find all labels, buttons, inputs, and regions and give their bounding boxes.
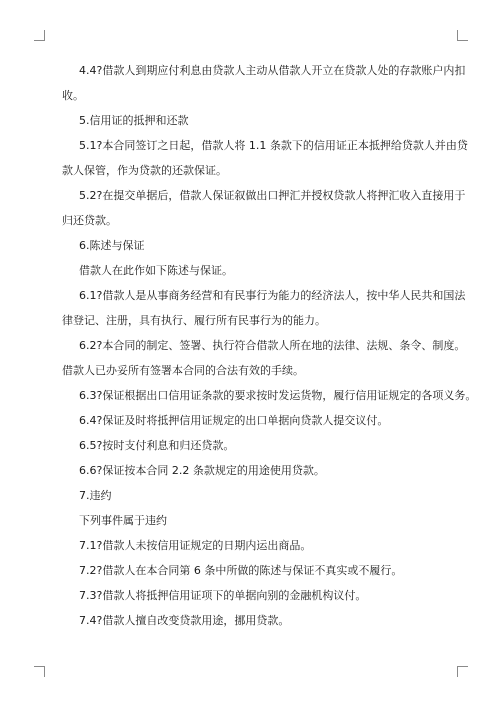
crop-mark-bottom-left [34, 666, 45, 677]
crop-mark-top-left [34, 30, 45, 41]
paragraph-line: 4.4?借款人到期应付利息由贷款人主动从借款人开立在贷款人处的存款账户内扣 [79, 64, 466, 77]
paragraph-line: 律登记、注册，具有执行、履行所有民事行为的能力。 [62, 314, 326, 327]
paragraph-line: 6.2?本合同的制定、签署、执行符合借款人所在地的法律、法规、条令、制度。 [79, 339, 466, 352]
paragraph-line: 归还贷款。 [62, 214, 117, 227]
paragraph-line: 下列事件属于违约 [79, 514, 167, 527]
paragraph-line: 6.4?保证及时将抵押信用证规定的出口单据向贷款人提交议付。 [79, 414, 389, 427]
paragraph-line: 借款人在此作如下陈述与保证。 [79, 264, 233, 277]
paragraph-line: 6.6?保证按本合同 2.2 条款规定的用途使用贷款。 [79, 464, 325, 477]
paragraph-line: 7.3?借款人将抵押信用证项下的单据向别的金融机构议付。 [79, 589, 367, 602]
paragraph-line: 收。 [62, 89, 84, 102]
crop-mark-top-right [457, 30, 468, 41]
paragraph-line: 借款人已办妥所有签署本合同的合法有效的手续。 [62, 364, 304, 377]
paragraph-line: 7.4?借款人擅自改变贷款用途，挪用贷款。 [79, 614, 290, 627]
paragraph-line: 5.信用证的抵押和还款 [79, 114, 189, 127]
paragraph-line: 6.5?按时支付利息和归还贷款。 [79, 439, 235, 452]
paragraph-line: 6.陈述与保证 [79, 239, 145, 252]
paragraph-line: 7.2?借款人在本合同第 6 条中所做的陈述与保证不真实或不履行。 [79, 564, 403, 577]
paragraph-line: 款人保管，作为贷款的还款保证。 [62, 164, 227, 177]
paragraph-line: 6.3?保证根据出口信用证条款的要求按时发运货物，履行信用证规定的各项义务。 [79, 389, 477, 402]
paragraph-line: 7.违约 [79, 489, 112, 502]
paragraph-line: 5.2?在提交单据后，借款人保证叙做出口押汇并授权贷款人将押汇收入直接用于 [79, 189, 466, 202]
crop-mark-bottom-right [457, 666, 468, 677]
paragraph-line: 7.1?借款人未按信用证规定的日期内运出商品。 [79, 539, 312, 552]
paragraph-line: 6.1?借款人是从事商务经营和有民事行为能力的经济法人，按中华人民共和国法 [79, 289, 466, 302]
document-body [62, 64, 477, 627]
paragraph-line: 5.1?本合同签订之日起，借款人将 1.1 条款下的信用证正本抵押给贷款人并由贷 [79, 139, 468, 152]
